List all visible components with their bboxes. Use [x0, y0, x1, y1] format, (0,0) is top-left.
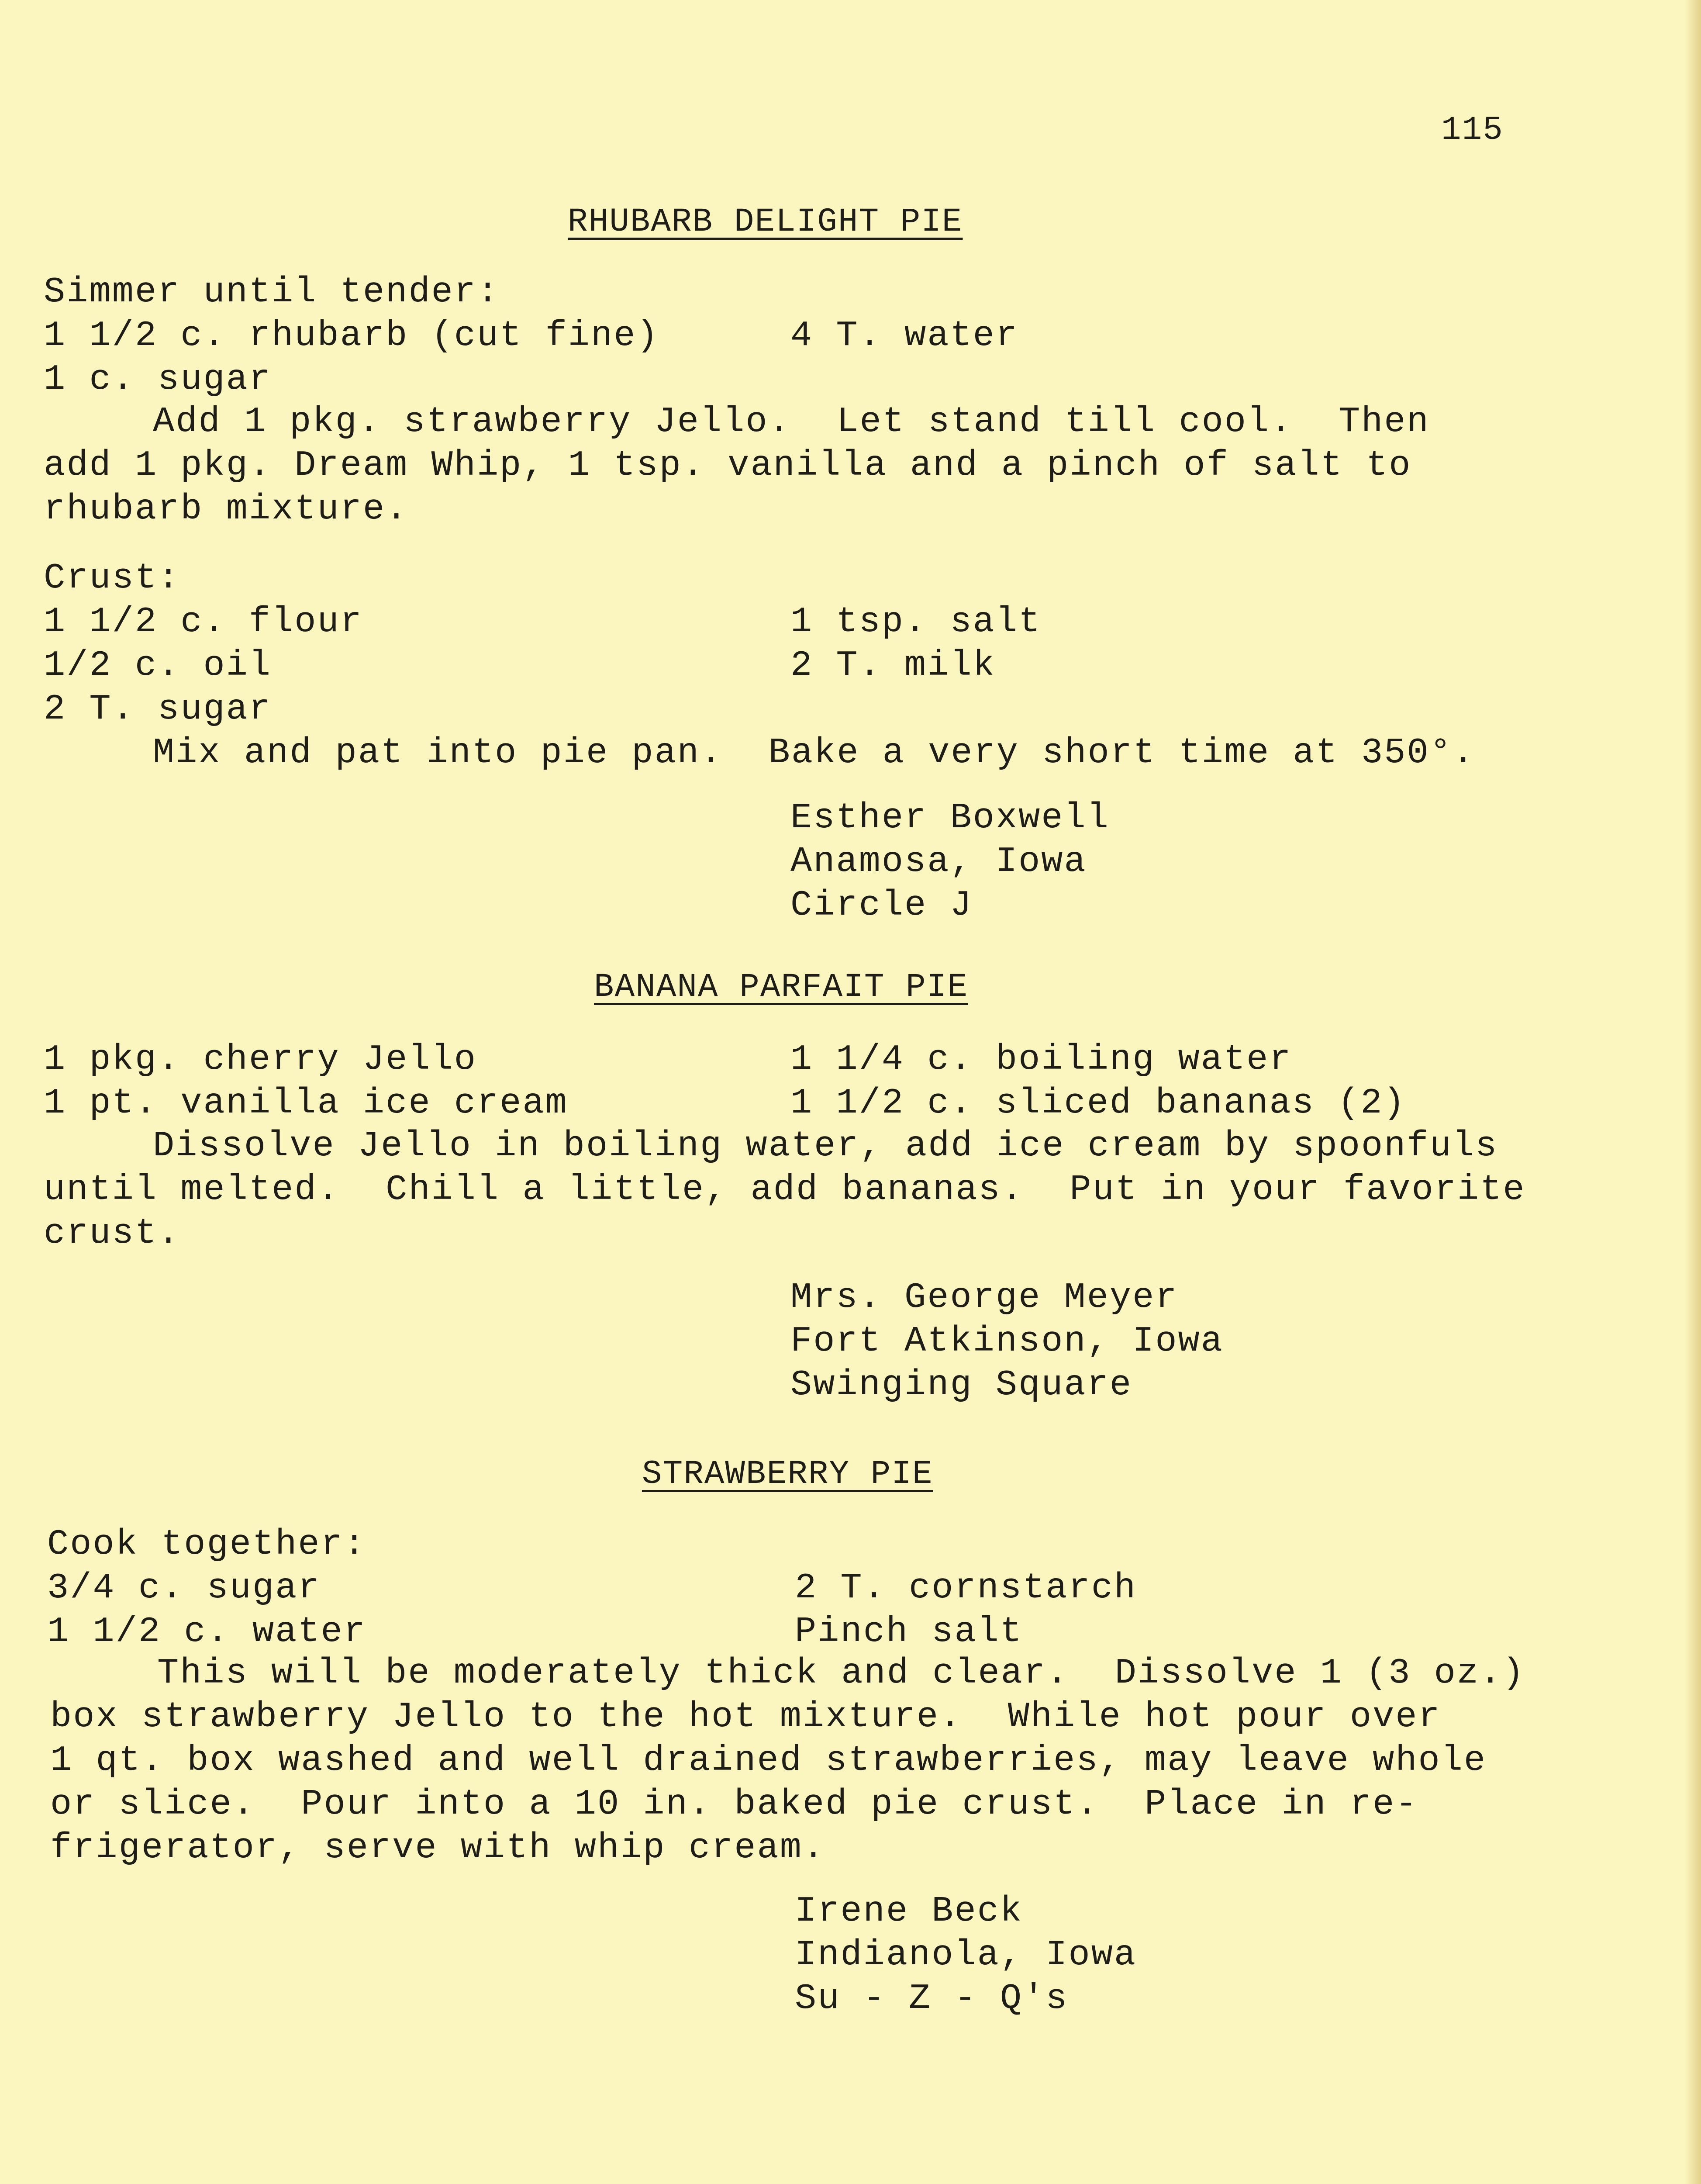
credit-club: Su - Z - Q's — [795, 1978, 1069, 2019]
ingredient-left: 1 1/2 c. rhubarb (cut fine) — [44, 315, 659, 356]
crust-ingredient-right: 1 tsp. salt — [790, 601, 1042, 642]
ingredient-right: 1 1/4 c. boiling water — [790, 1039, 1292, 1080]
instruction-line: box strawberry Jello to the hot mixture. While hot pour over — [50, 1697, 1441, 1737]
recipe-title: STRAWBERRY PIE — [642, 1455, 933, 1493]
crust-ingredient-left: 2 T. sugar — [44, 689, 272, 729]
instruction-line: crust. — [44, 1213, 181, 1254]
instruction-line: until melted. Chill a little, add bananas. Put in your favorite — [44, 1169, 1526, 1210]
crust-instructions: Mix and pat into pie pan. Bake a very short time at 350°. — [153, 733, 1476, 773]
crust-ingredient-left: 1 1/2 c. flour — [44, 601, 363, 642]
instruction-line: add 1 pkg. Dream Whip, 1 tsp. vanilla and a pinch of salt to — [44, 445, 1412, 486]
credit-club: Swinging Square — [790, 1365, 1133, 1405]
instruction-line: rhubarb mixture. — [44, 489, 409, 529]
instruction-line: or slice. Pour into a 10 in. baked pie crust. Place in re- — [50, 1784, 1418, 1825]
credit-name: Esther Boxwell — [790, 798, 1110, 838]
credit-club: Circle J — [790, 885, 973, 926]
ingredient-left: 1 1/2 c. water — [47, 1611, 366, 1652]
crust-ingredient-left: 1/2 c. oil — [44, 645, 272, 686]
credit-town: Fort Atkinson, Iowa — [790, 1321, 1224, 1362]
instruction-line: Add 1 pkg. strawberry Jello. Let stand till cool. Then — [153, 401, 1430, 442]
credit-name: Irene Beck — [795, 1891, 1023, 1932]
ingredient-right: 4 T. water — [790, 315, 1019, 356]
ingredient-left: 1 c. sugar — [44, 359, 272, 400]
ingredient-left: 1 pkg. cherry Jello — [44, 1039, 477, 1080]
recipe-intro: Cook together: — [47, 1524, 366, 1565]
crust-label: Crust: — [44, 558, 181, 598]
ingredient-right: Pinch salt — [795, 1611, 1023, 1652]
page-edge-shadow — [1684, 0, 1701, 2184]
crust-ingredient-right: 2 T. milk — [790, 645, 996, 686]
credit-town: Indianola, Iowa — [795, 1935, 1137, 1975]
recipe-title: RHUBARB DELIGHT PIE — [568, 203, 963, 241]
instruction-line: frigerator, serve with whip cream. — [50, 1828, 826, 1868]
credit-town: Anamosa, Iowa — [790, 841, 1087, 882]
recipe-title: BANANA PARFAIT PIE — [594, 968, 968, 1006]
page-number: 115 — [1441, 111, 1504, 149]
recipe-intro: Simmer until tender: — [44, 272, 500, 312]
credit-name: Mrs. George Meyer — [790, 1277, 1178, 1318]
ingredient-right: 1 1/2 c. sliced bananas (2) — [790, 1083, 1406, 1123]
instruction-line: This will be moderately thick and clear. Dissolve 1 (3 oz.) — [157, 1653, 1525, 1693]
ingredient-left: 1 pt. vanilla ice cream — [44, 1083, 568, 1123]
ingredient-right: 2 T. cornstarch — [795, 1568, 1137, 1608]
instruction-line: Dissolve Jello in boiling water, add ice cream by spoonfuls — [153, 1126, 1498, 1166]
instruction-line: 1 qt. box washed and well drained strawberries, may leave whole — [50, 1740, 1487, 1781]
ingredient-left: 3/4 c. sugar — [47, 1568, 321, 1608]
